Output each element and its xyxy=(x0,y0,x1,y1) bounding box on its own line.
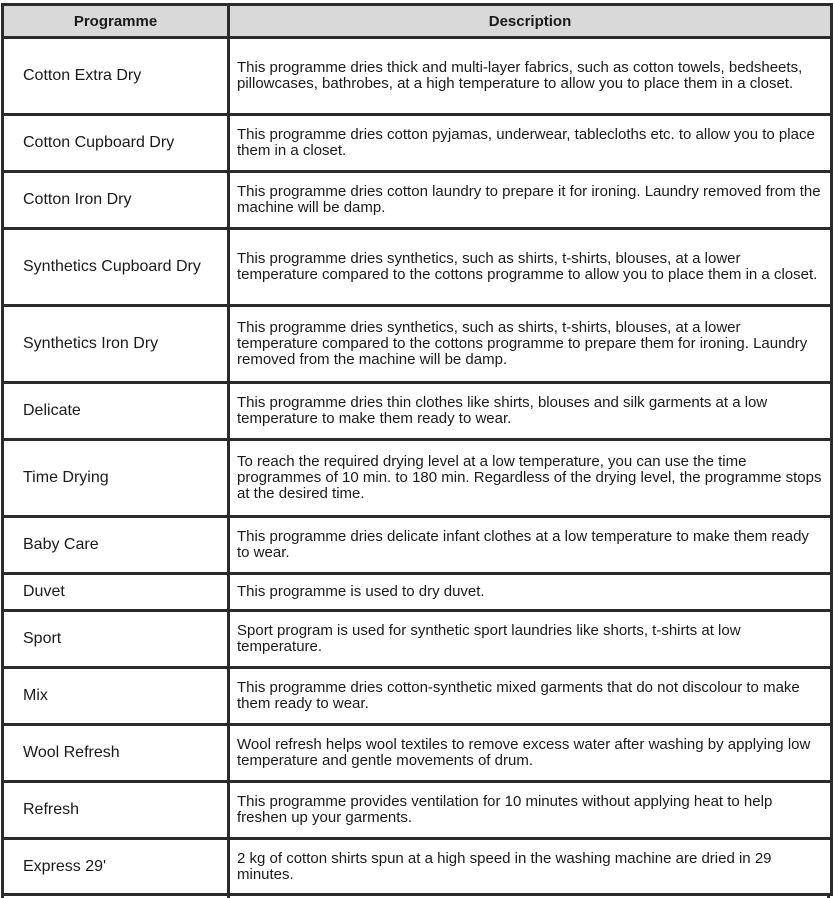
programme-description: This programme dries cotton pyjamas, underwear, tablecloths etc. to allow you to place them in a closet. xyxy=(229,115,832,172)
table-row xyxy=(3,383,832,440)
header-programme: Programme xyxy=(3,5,229,38)
header-row xyxy=(3,5,832,38)
table-row xyxy=(3,115,832,172)
table-body xyxy=(3,38,832,895)
programme-name: Baby Care xyxy=(3,517,229,574)
header-description: Description xyxy=(229,5,832,38)
programme-name: Mix xyxy=(3,668,229,725)
programme-description: This programme dries thin clothes like shirts, blouses and silk garments at a low temperature to make them ready to wear. xyxy=(229,383,832,440)
table-row xyxy=(3,229,832,306)
table-header xyxy=(3,5,832,38)
table-row xyxy=(3,668,832,725)
programme-table xyxy=(1,3,833,896)
column-divider xyxy=(227,893,230,898)
table-row xyxy=(3,839,832,895)
programme-description: Wool refresh helps wool textiles to remove excess water after washing by applying low temperature and gentle movements of drum. xyxy=(229,725,832,782)
programme-description: This programme is used to dry duvet. xyxy=(229,574,832,611)
programme-description: This programme dries thick and multi-layer fabrics, such as cotton towels, bedsheets, pillowcases, bathrobes, at a high temperature to allow you to place them in a closet. xyxy=(229,38,832,115)
programme-description: 2 kg of cotton shirts spun at a high speed in the washing machine are dried in 29 minutes. xyxy=(229,839,832,895)
programme-name: Refresh xyxy=(3,782,229,839)
table-row xyxy=(3,574,832,611)
programme-description: This programme dries cotton-synthetic mixed garments that do not discolour to make them ready to wear. xyxy=(229,668,832,725)
programme-name: Cotton Iron Dry xyxy=(3,172,229,229)
programme-name: Duvet xyxy=(3,574,229,611)
programme-name: Sport xyxy=(3,611,229,668)
table-row xyxy=(3,440,832,517)
programme-name: Wool Refresh xyxy=(3,725,229,782)
programme-name: Delicate xyxy=(3,383,229,440)
table-row xyxy=(3,38,832,115)
table-row xyxy=(3,725,832,782)
programme-description: Sport program is used for synthetic sport laundries like shorts, t-shirts at low temperature. xyxy=(229,611,832,668)
programme-name: Synthetics Iron Dry xyxy=(3,306,229,383)
programme-description: This programme dries delicate infant clothes at a low temperature to make them ready to wear. xyxy=(229,517,832,574)
programme-name: Cotton Cupboard Dry xyxy=(3,115,229,172)
table-row xyxy=(3,172,832,229)
programme-name: Express 29' xyxy=(3,839,229,895)
programme-description: This programme provides ventilation for 10 minutes without applying heat to help freshen up your garments. xyxy=(229,782,832,839)
programme-name: Synthetics Cupboard Dry xyxy=(3,229,229,306)
table-row xyxy=(3,306,832,383)
table-row xyxy=(3,517,832,574)
programme-description: This programme dries synthetics, such as shirts, t-shirts, blouses, at a lower temperature compared to the cottons programme to allow you to place them in a closet. xyxy=(229,229,832,306)
programme-name: Time Drying xyxy=(3,440,229,517)
programme-name: Cotton Extra Dry xyxy=(3,38,229,115)
programme-description: To reach the required drying level at a low temperature, you can use the time programmes of 10 min. to 180 min. Regardless of the drying level, the programme stops at the desired time. xyxy=(229,440,832,517)
table-row xyxy=(3,611,832,668)
table-continuation xyxy=(1,893,830,898)
table-row xyxy=(3,782,832,839)
programme-description: This programme dries cotton laundry to prepare it for ironing. Laundry removed from the machine will be damp. xyxy=(229,172,832,229)
programme-description: This programme dries synthetics, such as shirts, t-shirts, blouses, at a lower temperature compared to the cottons programme to prepare them for ironing. Laundry removed from the machine will be damp. xyxy=(229,306,832,383)
